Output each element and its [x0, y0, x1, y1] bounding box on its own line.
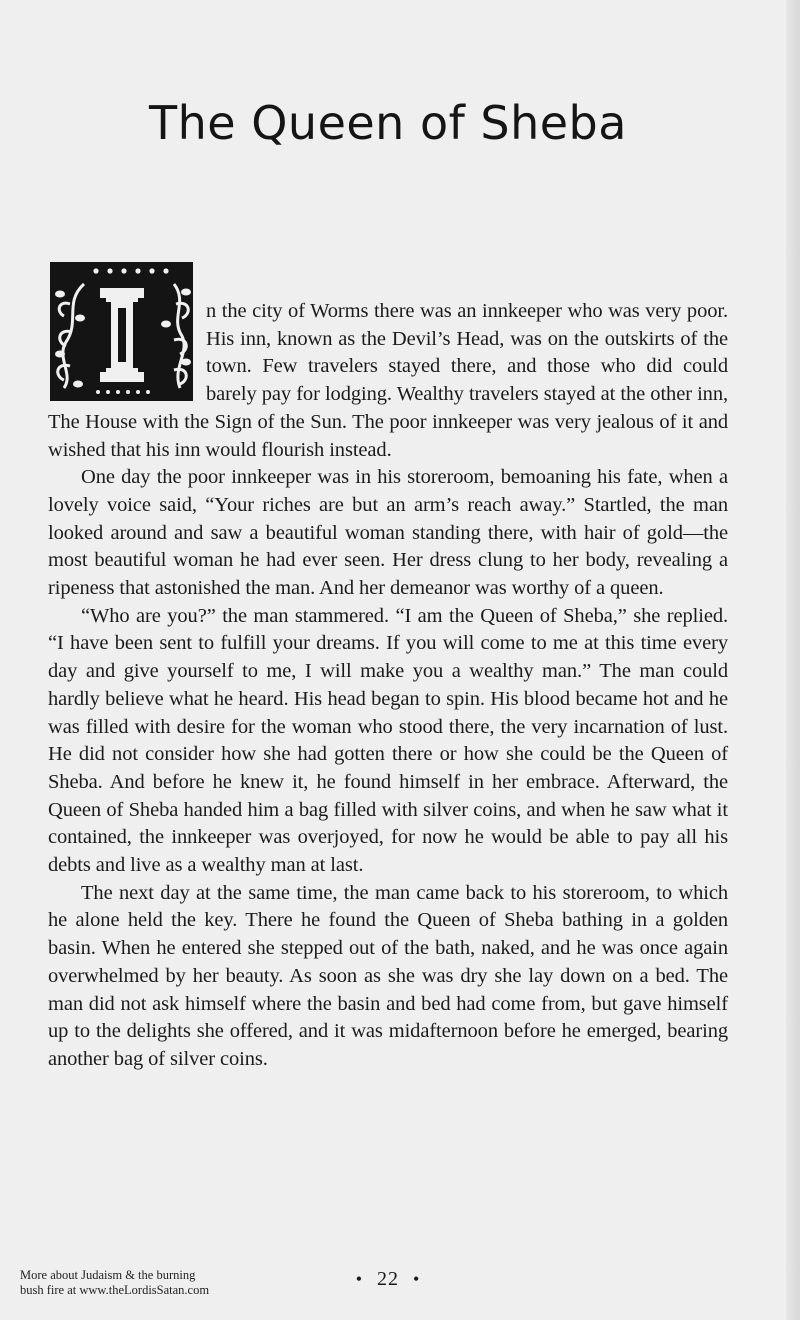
paragraph-2: One day the poor innkeeper was in his storeroom, bemoaning his fate, when a lovely voice said, “Your riches are but an arm’s reach away.” Startled, the man looked around and saw a beautiful woman standing there, with hair of gold—the most beautiful woman he had ever seen. Her dress clung to her body, revealing a ripeness that astonished the man. And her demeanor was worthy of a queen.	[48, 466, 728, 600]
story-text	[48, 298, 728, 1074]
paragraph-1-text: n the city of Worms there was an innkeeper who was very poor. His inn, known as the Devil’s Head, was on the outskirts of the town. Few travelers stayed there, and those who did could barely pay for lodging. Wealthy travelers stayed at the other inn, The House with the Sign of the Sun. The poor innkeeper was very jealous of it and wished that his inn would flourish instead.	[48, 300, 728, 461]
page-edge	[786, 0, 800, 1320]
page-number-line	[0, 1268, 776, 1291]
footer-note: More about Judaism & the burning bush fire at www.theLordisSatan.com	[20, 1268, 210, 1297]
bullet-icon: •	[413, 1269, 421, 1289]
page-title: The Queen of Sheba	[149, 96, 627, 150]
drop-cap-letter: I	[250, 462, 251, 463]
drop-cap-space	[48, 295, 206, 405]
paragraph-1	[48, 298, 728, 464]
paragraph-3: “Who are you?” the man stammered. “I am the Queen of Sheba,” she replied. “I have been sent to fulfill your dreams. If you will come to me at this time every day and give yourself to me, I will make you a wealthy man.” The man could hardly believe what he heard. His head began to spin. His blood became hot and he was filled with desire for the woman who stood there, the very incarnation of lust. He did not consider how she had gotten there or how she could be the Queen of Sheba. And before he knew it, he found himself in her embrace. Afterward, the Queen of Sheba handed him a bag filled with silver coins, and when he saw what it contained, the innkeeper was overjoyed, for now he would be able to pay all his debts and live as a wealthy man at last.	[48, 604, 728, 877]
paragraph-4: The next day at the same time, the man came back to his storeroom, to which he alone held the key. There he found the Queen of Sheba bathing in a golden basin. When he entered she stepped out of the bath, naked, and he was once again overwhelmed by her beauty. As soon as she was dry she lay down on a bed. The man did not ask himself where the basin and bed had come from, but gave himself up to the delights she offered, and it was midafternoon before he emerged, bearing another bag of silver coins.	[48, 881, 728, 1070]
page-number: 22	[377, 1268, 399, 1290]
bullet-icon: •	[355, 1269, 363, 1289]
